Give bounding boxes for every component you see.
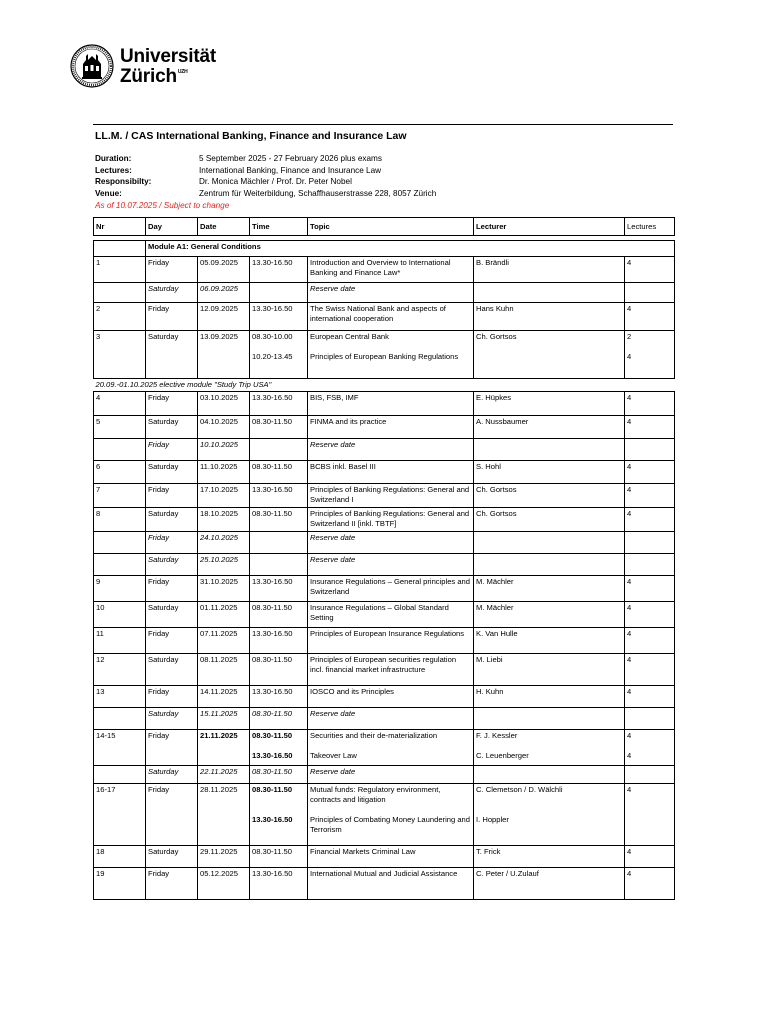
table-row <box>94 461 675 484</box>
course-meta <box>95 153 436 212</box>
cell-time <box>250 730 308 766</box>
cell-date: 07.11.2025 <box>198 628 250 654</box>
cell-lectures: 4 <box>625 416 675 439</box>
cell-lecturer <box>474 784 625 846</box>
meta-value: Zentrum für Weiterbildung, Schaffhauserstrasse 228, 8057 Zürich <box>199 189 437 199</box>
table-row <box>94 602 675 628</box>
cell-day: Friday <box>146 628 198 654</box>
cell-topic: Reserve date <box>308 283 474 303</box>
cell-day: Saturday <box>146 508 198 532</box>
cell-time: 08.30-11.50 <box>250 416 308 439</box>
cell-nr: 18 <box>94 846 146 868</box>
cell-day: Friday <box>146 439 198 461</box>
cell-topic: Reserve date <box>308 439 474 461</box>
cell-topic: Financial Markets Criminal Law <box>308 846 474 868</box>
cell-date: 21.11.2025 <box>198 730 250 766</box>
table-row <box>94 484 675 508</box>
cell-date: 28.11.2025 <box>198 784 250 846</box>
table-row <box>94 730 675 766</box>
cell-day: Saturday <box>146 461 198 484</box>
cell-lecturer: Ch. Gortsos <box>474 508 625 532</box>
university-seal-icon <box>70 44 114 88</box>
cell-lectures <box>625 708 675 730</box>
meta-row-duration <box>95 153 436 165</box>
table-row <box>94 532 675 554</box>
cell-nr: 10 <box>94 602 146 628</box>
cell-topic: Insurance Regulations – Global Standard Setting <box>308 602 474 628</box>
cell-day: Friday <box>146 576 198 602</box>
cell-date: 25.10.2025 <box>198 554 250 576</box>
cell-nr: 3 <box>94 331 146 379</box>
header-day: Day <box>146 218 198 236</box>
cell-nr: 13 <box>94 686 146 708</box>
cell-time: 13.30-16.50 <box>250 576 308 602</box>
cell-nr <box>94 439 146 461</box>
cell-date: 11.10.2025 <box>198 461 250 484</box>
study-trip-row <box>94 379 675 392</box>
header-time: Time <box>250 218 308 236</box>
meta-label: Duration: <box>95 154 132 163</box>
cell-lecturer <box>474 708 625 730</box>
cell-time <box>250 554 308 576</box>
cell-date: 17.10.2025 <box>198 484 250 508</box>
cell-time: 13.30-16.50 <box>250 257 308 283</box>
logo-wordmark-line1: Universität <box>120 46 217 67</box>
cell-date: 15.11.2025 <box>198 708 250 730</box>
cell-nr: 1 <box>94 257 146 283</box>
cell-lecturer: S. Hohl <box>474 461 625 484</box>
cell-date: 06.09.2025 <box>198 283 250 303</box>
table-row <box>94 257 675 283</box>
cell-day: Friday <box>146 484 198 508</box>
cell-lecturer: B. Brändli <box>474 257 625 283</box>
cell-date: 03.10.2025 <box>198 392 250 416</box>
cell-topic: Principles of European securities regulation incl. financial market infrastructure <box>308 654 474 686</box>
cell-lectures <box>625 532 675 554</box>
cell-lecturer: C. Peter / U.Zulauf <box>474 868 625 900</box>
cell-day: Saturday <box>146 602 198 628</box>
lectures-1: 2 <box>627 332 632 341</box>
header-lecturer: Lecturer <box>474 218 625 236</box>
cell-lecturer <box>474 532 625 554</box>
table-row <box>94 628 675 654</box>
cell-day: Friday <box>146 784 198 846</box>
cell-lectures <box>625 331 675 379</box>
cell-nr: 2 <box>94 303 146 331</box>
cell-time <box>250 331 308 379</box>
meta-value: International Banking, Finance and Insurance Law <box>199 165 382 175</box>
cell-lecturer <box>474 730 625 766</box>
meta-row-lectures <box>95 165 436 177</box>
cell-topic: FINMA and its practice <box>308 416 474 439</box>
cell-day: Friday <box>146 532 198 554</box>
time-slot-2: 13.30-16.50 <box>252 751 293 760</box>
cell-topic: Reserve date <box>308 708 474 730</box>
table-row <box>94 283 675 303</box>
cell-time: 13.30-16.50 <box>250 392 308 416</box>
cell-lecturer: A. Nussbaumer <box>474 416 625 439</box>
table-header-row <box>94 218 675 236</box>
table-row <box>94 554 675 576</box>
header-lectures: Lectures <box>625 218 675 236</box>
cell-day: Friday <box>146 868 198 900</box>
time-slot-2: 13.30-16.50 <box>252 815 293 824</box>
topic-2: Takeover Law <box>310 751 357 760</box>
cell-date: 04.10.2025 <box>198 416 250 439</box>
table-row <box>94 846 675 868</box>
cell-lectures: 4 <box>625 868 675 900</box>
cell-lectures <box>625 554 675 576</box>
cell-lectures: 4 <box>625 576 675 602</box>
cell-day: Saturday <box>146 708 198 730</box>
cell-day: Saturday <box>146 846 198 868</box>
time-slot-1: 08.30-11.50 <box>252 731 293 740</box>
cell-nr: 7 <box>94 484 146 508</box>
cell-date: 29.11.2025 <box>198 846 250 868</box>
table-row <box>94 868 675 900</box>
document-title: LL.M. / CAS International Banking, Finance and Insurance Law <box>95 130 407 142</box>
cell-nr: 4 <box>94 392 146 416</box>
cell-lecturer <box>474 439 625 461</box>
cell-date: 08.11.2025 <box>198 654 250 686</box>
table-row <box>94 576 675 602</box>
cell-day: Friday <box>146 392 198 416</box>
meta-label: Responsibilty: <box>95 177 152 187</box>
cell-nr <box>94 283 146 303</box>
topic-1: Securities and their de-materialization <box>310 731 438 740</box>
cell-lecturer: M. Mächler <box>474 602 625 628</box>
cell-lectures <box>625 766 675 784</box>
lecturer-1: C. Clemetson / D. Wälchli <box>476 785 563 794</box>
cell-day: Friday <box>146 730 198 766</box>
cell-day: Saturday <box>146 331 198 379</box>
topic-1: Mutual funds: Regulatory environment, contracts and litigation <box>310 785 441 804</box>
cell-date: 13.09.2025 <box>198 331 250 379</box>
cell-lectures: 4 <box>625 508 675 532</box>
cell-time <box>250 532 308 554</box>
cell-lectures: 4 <box>625 654 675 686</box>
cell-topic: Insurance Regulations – General principles and Switzerland <box>308 576 474 602</box>
time-slot-1: 08.30-10.00 <box>252 332 293 341</box>
cell-time: 08.30-11.50 <box>250 654 308 686</box>
cell-topic: The Swiss National Bank and aspects of international cooperation <box>308 303 474 331</box>
cell-topic: Principles of Banking Regulations: General and Switzerland I <box>308 484 474 508</box>
cell-date: 01.11.2025 <box>198 602 250 628</box>
cell-time: 13.30-16.50 <box>250 484 308 508</box>
table-row <box>94 766 675 784</box>
cell-topic: Introduction and Overview to International Banking and Finance Law* <box>308 257 474 283</box>
cell-nr <box>94 766 146 784</box>
cell-lectures <box>625 283 675 303</box>
table-row <box>94 654 675 686</box>
cell-time: 08.30-11.50 <box>250 508 308 532</box>
time-slot-1: 08.30-11.50 <box>252 785 293 794</box>
lectures-1: 4 <box>627 731 632 740</box>
cell-date: 05.09.2025 <box>198 257 250 283</box>
table-row <box>94 508 675 532</box>
header-topic: Topic <box>308 218 474 236</box>
cell-day: Friday <box>146 303 198 331</box>
meta-row-venue <box>95 188 436 200</box>
cell-lecturer: Hans Kuhn <box>474 303 625 331</box>
cell-date: 12.09.2025 <box>198 303 250 331</box>
cell-topic <box>308 730 474 766</box>
cell-lectures: 4 <box>625 846 675 868</box>
cell-topic: Reserve date <box>308 554 474 576</box>
cell-lectures: 4 <box>625 392 675 416</box>
cell-date: 05.12.2025 <box>198 868 250 900</box>
cell-date: 24.10.2025 <box>198 532 250 554</box>
cell-time: 13.30-16.50 <box>250 628 308 654</box>
table-row <box>94 331 675 379</box>
lectures-2: 4 <box>627 352 632 361</box>
header-rule <box>93 124 673 125</box>
topic-2: Principles of Combating Money Laundering and Terrorism <box>310 815 470 834</box>
cell-time: 13.30-16.50 <box>250 303 308 331</box>
lecturer-1: F. J. Kessler <box>476 731 518 740</box>
cell-lectures <box>625 439 675 461</box>
cell-lectures <box>625 730 675 766</box>
cell-day: Saturday <box>146 654 198 686</box>
status-note: As of 10.07.2025 / Subject to change <box>95 200 230 210</box>
cell-lectures: 4 <box>625 628 675 654</box>
meta-value: Dr. Monica Mächler / Prof. Dr. Peter Nobel <box>199 177 352 187</box>
cell-nr: 14-15 <box>94 730 146 766</box>
cell-nr <box>94 708 146 730</box>
time-slot-2: 10.20-13.45 <box>252 352 293 361</box>
cell-lecturer: H. Kuhn <box>474 686 625 708</box>
cell-lecturer <box>474 554 625 576</box>
header-nr: Nr <box>94 218 146 236</box>
cell-nr: 19 <box>94 868 146 900</box>
table-row <box>94 708 675 730</box>
logo-superscript: UZH <box>177 69 188 75</box>
logo-wordmark-line2 <box>120 66 188 88</box>
cell-lecturer: T. Frick <box>474 846 625 868</box>
header-date: Date <box>198 218 250 236</box>
lectures-1: 4 <box>627 785 632 794</box>
cell-date: 14.11.2025 <box>198 686 250 708</box>
meta-value: 5 September 2025 - 27 February 2026 plus exams <box>199 154 382 163</box>
university-logo <box>70 44 217 88</box>
table-row <box>94 784 675 846</box>
cell-topic: IOSCO and its Principles <box>308 686 474 708</box>
cell-topic: BIS, FSB, IMF <box>308 392 474 416</box>
module-title: Module A1: General Conditions <box>146 241 675 257</box>
cell-topic: BCBS inkl. Basel III <box>308 461 474 484</box>
lecturer-2: I. Hoppler <box>476 815 509 824</box>
cell-topic <box>308 331 474 379</box>
table-row <box>94 439 675 461</box>
cell-nr: 16-17 <box>94 784 146 846</box>
cell-lecturer: M. Liebi <box>474 654 625 686</box>
cell-topic <box>308 784 474 846</box>
cell-day: Friday <box>146 257 198 283</box>
cell-day: Friday <box>146 686 198 708</box>
study-trip-note: 20.09.-01.10.2025 elective module "Study Trip USA" <box>94 379 675 392</box>
cell-topic: Reserve date <box>308 766 474 784</box>
cell-lectures: 4 <box>625 461 675 484</box>
cell-nr: 12 <box>94 654 146 686</box>
topic-1: European Central Bank <box>310 332 389 341</box>
table-row <box>94 392 675 416</box>
cell-lecturer: K. Van Hulle <box>474 628 625 654</box>
meta-label: Venue: <box>95 189 122 199</box>
cell-nr: 5 <box>94 416 146 439</box>
cell-time: 08.30-11.50 <box>250 846 308 868</box>
schedule-table <box>93 217 675 900</box>
cell-topic: Principles of Banking Regulations: General and Switzerland II [inkl. TBTF] <box>308 508 474 532</box>
cell-day: Saturday <box>146 554 198 576</box>
cell-lectures <box>625 784 675 846</box>
lectures-2: 4 <box>627 751 632 760</box>
cell-time: 08.30-11.50 <box>250 461 308 484</box>
cell-lectures: 4 <box>625 686 675 708</box>
lecturer-2: C. Leuenberger <box>476 751 529 760</box>
cell-lecturer: M. Mächler <box>474 576 625 602</box>
cell-lecturer <box>474 766 625 784</box>
cell-nr: 8 <box>94 508 146 532</box>
table-row <box>94 303 675 331</box>
cell-topic: Reserve date <box>308 532 474 554</box>
meta-label: Lectures: <box>95 165 132 175</box>
cell-topic: Principles of European Insurance Regulations <box>308 628 474 654</box>
table-row <box>94 686 675 708</box>
cell-day: Saturday <box>146 766 198 784</box>
table-row <box>94 416 675 439</box>
cell-time: 08.30-11.50 <box>250 766 308 784</box>
cell-lectures: 4 <box>625 484 675 508</box>
meta-row-responsibility <box>95 176 436 188</box>
cell-nr <box>94 532 146 554</box>
cell-time: 13.30-16.50 <box>250 686 308 708</box>
cell-lecturer: Ch. Gortsos <box>474 331 625 379</box>
logo-wordmark-zurich: Zürich <box>120 66 177 87</box>
cell-day: Saturday <box>146 416 198 439</box>
cell-lectures: 4 <box>625 303 675 331</box>
cell-date: 31.10.2025 <box>198 576 250 602</box>
cell-lecturer: Ch. Gortsos <box>474 484 625 508</box>
cell-time <box>250 784 308 846</box>
cell-day: Saturday <box>146 283 198 303</box>
topic-2: Principles of European Banking Regulations <box>310 352 459 361</box>
cell-time <box>250 439 308 461</box>
cell-time: 08.30-11.50 <box>250 708 308 730</box>
cell-nr: 9 <box>94 576 146 602</box>
cell-time: 13.30-16.50 <box>250 868 308 900</box>
cell-nr: 11 <box>94 628 146 654</box>
cell-nr: 6 <box>94 461 146 484</box>
cell-date: 18.10.2025 <box>198 508 250 532</box>
cell-lecturer <box>474 283 625 303</box>
cell-lecturer: E. Hüpkes <box>474 392 625 416</box>
cell-time <box>250 283 308 303</box>
cell-nr <box>94 554 146 576</box>
cell-date: 22.11.2025 <box>198 766 250 784</box>
module-row <box>94 241 675 257</box>
cell-lectures: 4 <box>625 257 675 283</box>
cell-date: 10.10.2025 <box>198 439 250 461</box>
cell-lectures: 4 <box>625 602 675 628</box>
cell-topic: International Mutual and Judicial Assistance <box>308 868 474 900</box>
cell-time: 08.30-11.50 <box>250 602 308 628</box>
